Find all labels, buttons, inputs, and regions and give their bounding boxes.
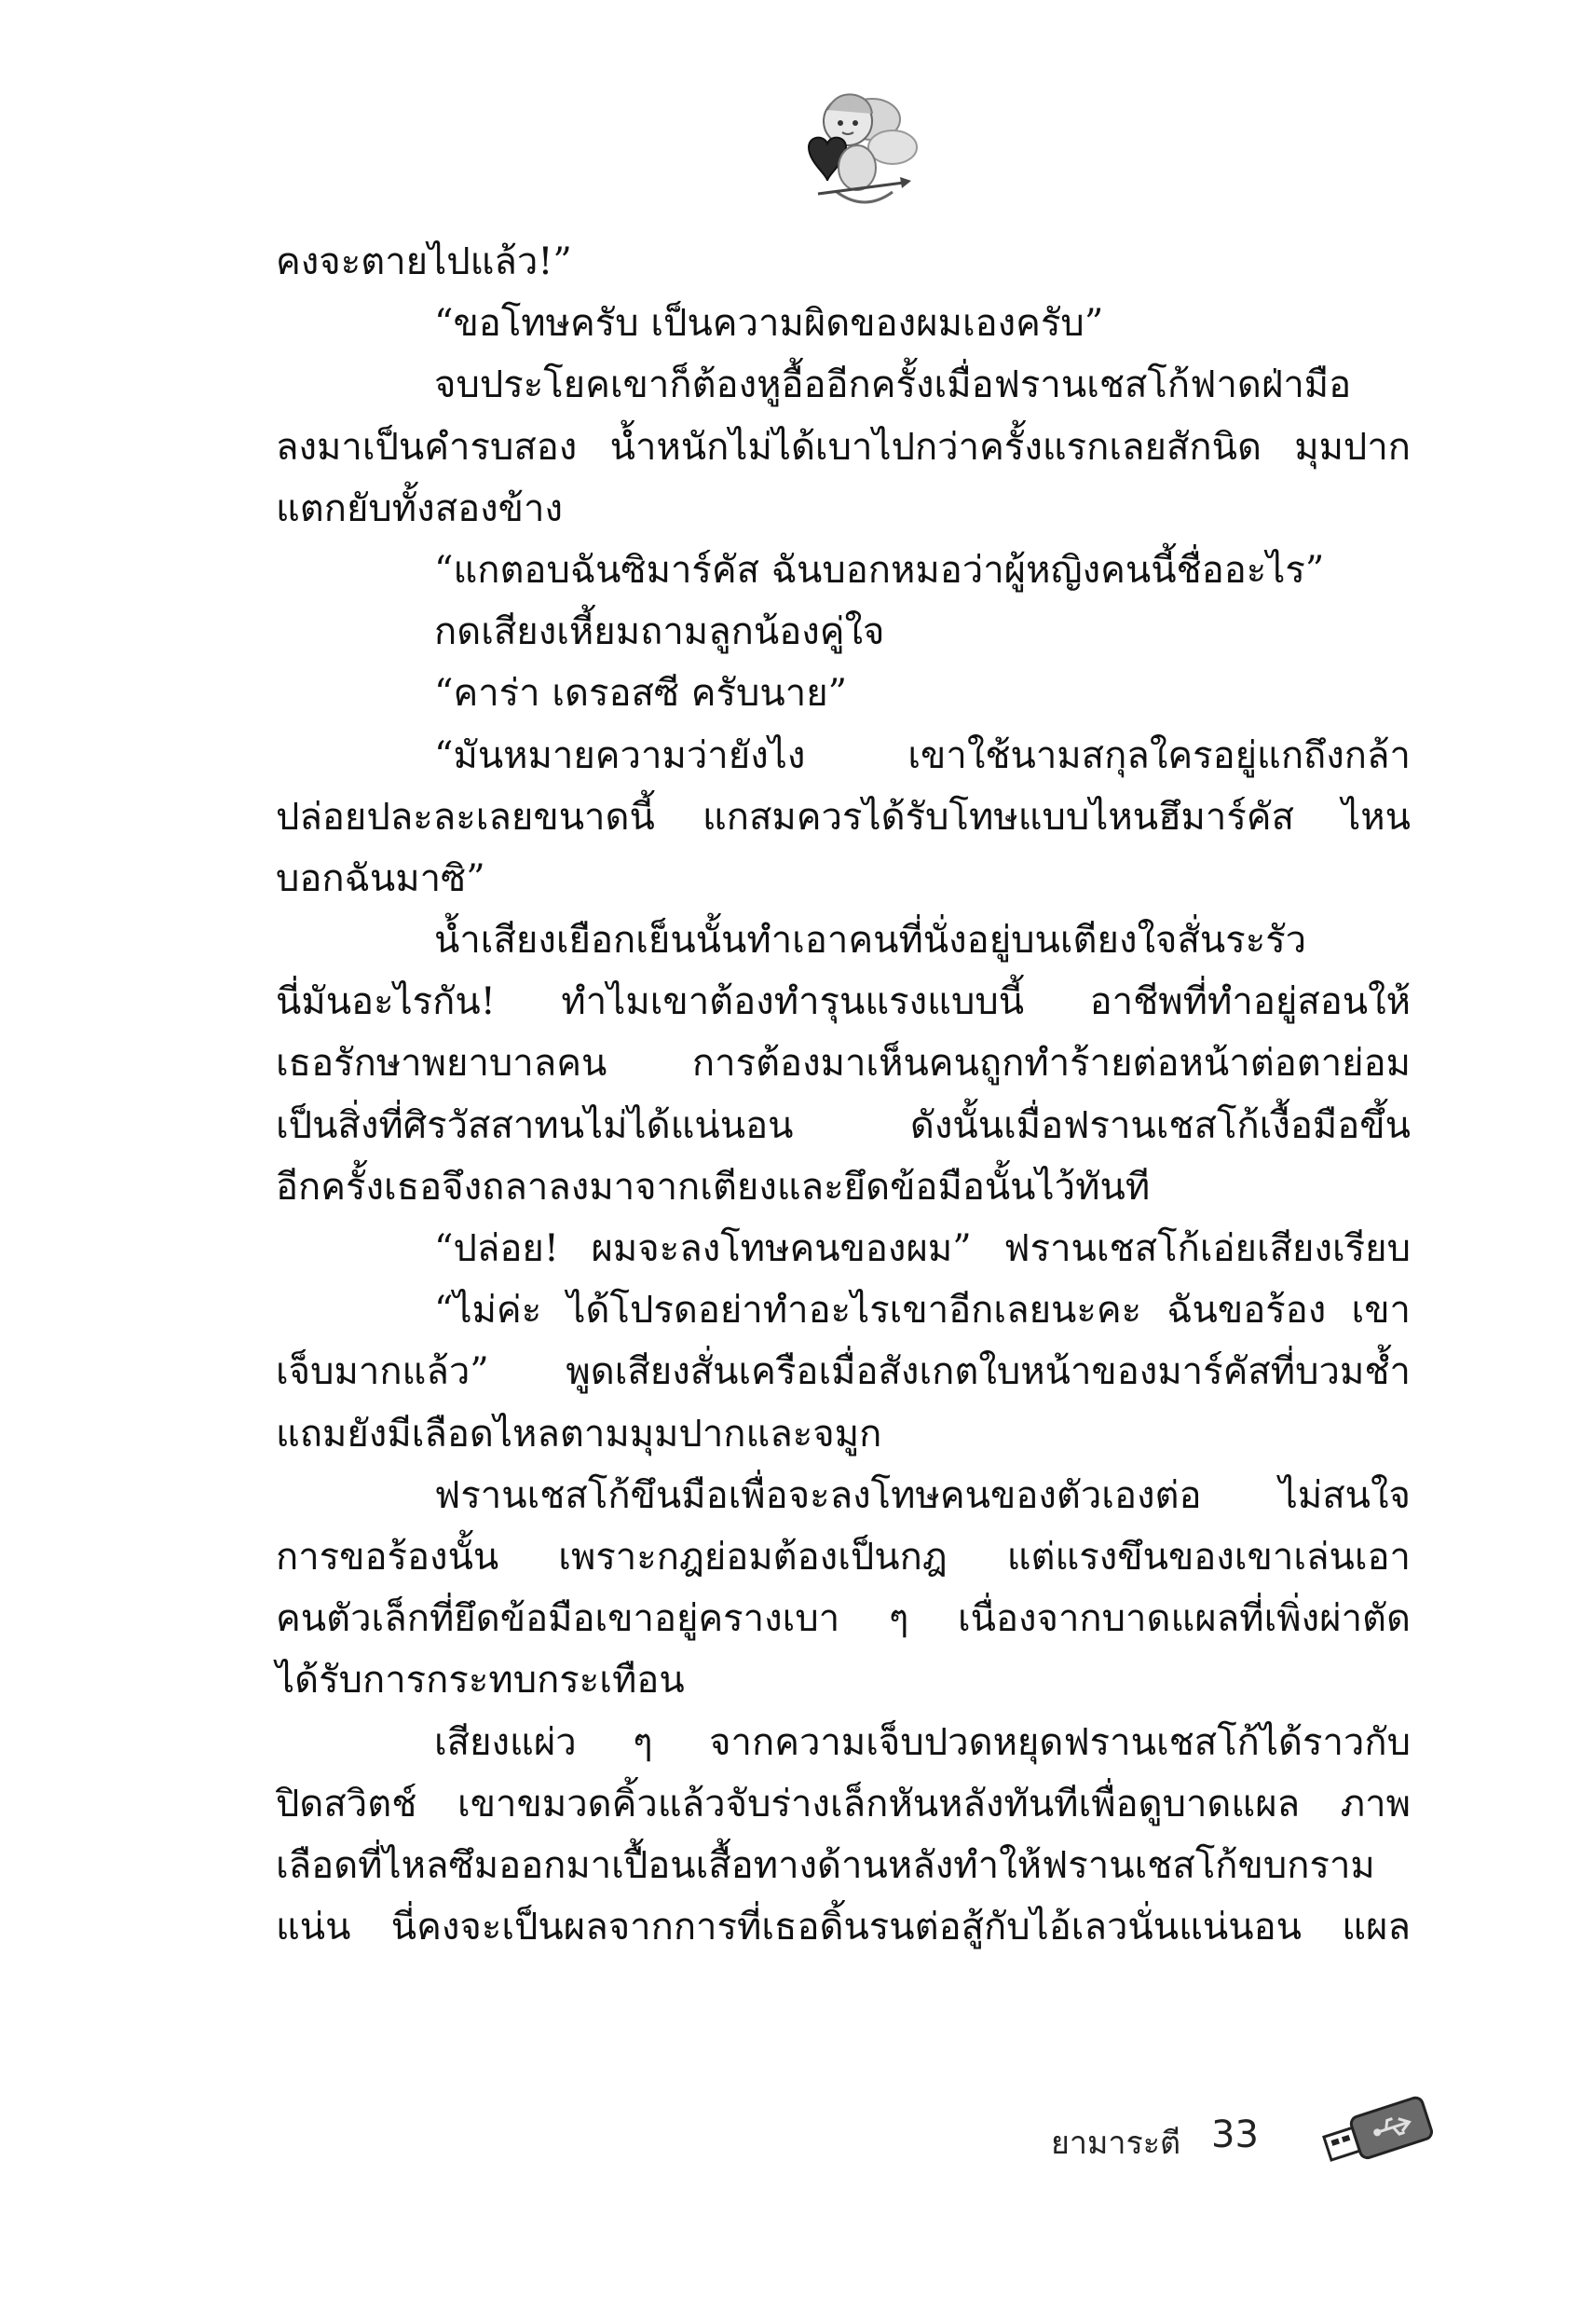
cupid-with-heart-icon [781, 82, 921, 222]
text-line: เธอรักษาพยาบาลคน การต้องมาเห็นคนถูกทำร้ายต่อหน้าต่อตาย่อม [276, 1042, 1411, 1086]
text-line: ปิดสวิตช์ เขาขมวดคิ้วแล้วจับร่างเล็กหันหลังทันทีเพื่อดูบาดแผล ภาพ [276, 1782, 1411, 1826]
text-line: นี่มันอะไรกัน! ทำไมเขาต้องทำรุนแรงแบบนี้ อาชีพที่ทำอยู่สอนให้ [276, 980, 1411, 1024]
text-line: เลือดที่ไหลซึมออกมาเปื้อนเสื้อทางด้านหลังทำให้ฟรานเชสโก้ขบกราม [276, 1843, 1375, 1887]
text-line: การขอร้องนั้น เพราะกฎย่อมต้องเป็นกฎ แต่แรงขึนของเขาเล่นเอา [276, 1535, 1411, 1579]
text-line: เป็นสิ่งที่ศิรวัสสาทนไม่ได้แน่นอน ดังนั้นเมื่อฟรานเชสโก้เงื้อมือขึ้น [276, 1103, 1411, 1147]
text-line: ลงมาเป็นคำรบสอง น้ำหนักไม่ได้เบาไปกว่าครั้งแรกเลยสักนิด มุมปาก [276, 425, 1411, 469]
text-line: เจ็บมากแล้ว” พูดเสียงสั่นเครือเมื่อสังเกตใบหน้าของมาร์คัสที่บวมช้ำ [276, 1350, 1411, 1394]
text-line: คนตัวเล็กที่ยึดข้อมือเขาอยู่ครางเบา ๆ เนื่องจากบาดแผลที่เพิ่งผ่าตัด [276, 1597, 1411, 1641]
text-line: แน่น นี่คงจะเป็นผลจากการที่เธอดิ้นรนต่อสู้กับไอ้เลวนั่นแน่นอน แผล [276, 1906, 1411, 1949]
text-line: “ขอโทษครับ เป็นความผิดของผมเองครับ” [434, 302, 1104, 346]
running-footer-title: ยามาระตี [1051, 2125, 1181, 2162]
text-line: น้ำเสียงเยือกเย็นนั้นทำเอาคนที่นั่งอยู่บนเตียงใจสั่นระรัว [434, 919, 1307, 963]
text-line: บอกฉันมาซิ” [276, 856, 485, 900]
text-line: “ไม่ค่ะ ได้โปรดอย่าทำอะไรเขาอีกเลยนะคะ ฉันขอร้อง เขา [434, 1289, 1411, 1333]
text-line: เสียงแผ่ว ๆ จากความเจ็บปวดหยุดฟรานเชสโก้ได้ราวกับ [434, 1720, 1411, 1764]
text-line: แถมยังมีเลือดไหลตามมุมปากและจมูก [276, 1412, 882, 1456]
text-line: อีกครั้งเธอจึงถลาลงมาจากเตียงและยึดข้อมือนั้นไว้ทันที [276, 1165, 1151, 1209]
text-line: ฟรานเชสโก้ขึนมือเพื่อจะลงโทษคนของตัวเองต่อ ไม่สนใจ [434, 1473, 1411, 1517]
text-line: ปล่อยปละละเลยขนาดนี้ แกสมควรได้รับโทษแบบไหนฮึมาร์คัส ไหน [276, 795, 1411, 839]
text-line: “คาร่า เดรอสซี ครับนาย” [434, 672, 848, 716]
text-line: จบประโยคเขาก็ต้องหูอื้ออีกครั้งเมื่อฟรานเชสโก้ฟาดฝ่ามือ [434, 363, 1352, 407]
text-line: คงจะตายไปแล้ว!” [276, 240, 572, 283]
text-line: “ปล่อย! ผมจะลงโทษคนของผม” ฟรานเชสโก้เอ่ยเสียงเรียบ [434, 1227, 1411, 1270]
text-line: แตกยับทั้งสองข้าง [276, 486, 564, 530]
usb-drive-icon [1312, 2093, 1439, 2171]
text-line: “แกตอบฉันซิมาร์คัส ฉันบอกหมอว่าผู้หญิงคนนี้ชื่ออะไร” [434, 548, 1325, 592]
text-line: “มันหมายความว่ายังไง เขาใช้นามสกุลใครอยู่แกถึงกล้า [434, 733, 1411, 777]
text-line: ได้รับการกระทบกระเทือน [276, 1659, 685, 1702]
text-line: กดเสียงเหี้ยมถามลูกน้องคู่ใจ [434, 610, 885, 654]
page-number: 33 [1211, 2113, 1259, 2156]
body-text [276, 231, 1411, 1958]
